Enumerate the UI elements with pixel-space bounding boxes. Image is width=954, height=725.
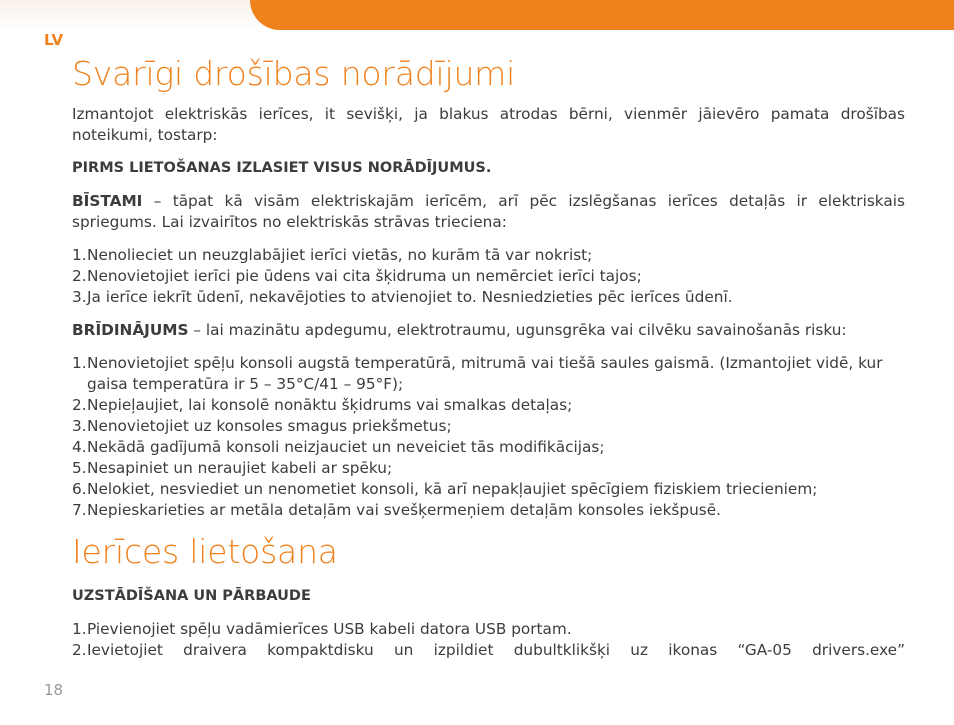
language-label: LV [44,31,64,49]
page-content [72,52,905,661]
intro-paragraph: Izmantojot elektriskās ierīces, it sevišķi, ja blakus atrodas bērni, vienmēr jāievēro pamata drošības noteikumi, tostarp: [72,105,905,144]
list-item-number: 2. [72,641,87,659]
header-orange-band [250,0,954,30]
list-item [72,640,905,661]
list-item [72,395,905,416]
list-item-number: 1. [72,246,87,264]
list-item [72,245,905,266]
warning-list [72,353,905,521]
list-item [72,500,905,521]
list-item [72,416,905,437]
list-item-number: 6. [72,480,87,498]
section-title-usage: Ierīces lietošana [72,532,338,571]
danger-text: – tāpat kā visām elektriskajām ierīcēm, arī pēc izslēgšanas ierīces detaļās ir elektriskais spriegums. Lai izvairītos no elektriskās strāvas trieciena: [72,192,905,231]
page-number: 18 [44,681,64,699]
setup-list [72,619,905,661]
list-item-number: 2. [72,267,87,285]
list-item-text: Nepieļaujiet, lai konsolē nonāktu šķidrums vai smalkas detaļas; [87,396,573,414]
list-item-text: Nekādā gadījumā konsoli neizjauciet un neveiciet tās modifikācijas; [87,438,605,456]
list-item-number: 2. [72,396,87,414]
list-item-number: 5. [72,459,87,477]
list-item [72,479,905,500]
list-item [72,619,905,640]
read-all-notice: PIRMS LIETOŠANAS IZLASIET VISUS NORĀDĪJUMUS. [72,160,492,176]
list-item [72,266,905,287]
warning-text: – lai mazinātu apdegumu, elektrotraumu, ugunsgrēka vai cilvēku savainošanās risku: [188,321,847,339]
list-item-number: 4. [72,438,87,456]
list-item-number: 1. [72,354,87,372]
list-item-text: Nenolieciet un neuzglabājiet ierīci vietās, no kurām tā var nokrist; [87,246,593,264]
list-item-text: Ievietojiet draivera kompaktdisku un izpildiet dubultklikšķi uz ikonas “GA-05 drivers.exe” [87,641,905,659]
list-item-text: Ja ierīce iekrīt ūdenī, nekavējoties to atvienojiet to. Nesniedzieties pēc ierīces ūdenī. [87,288,733,306]
danger-list [72,245,905,308]
list-item-text: Nepieskarieties ar metāla detaļām vai svešķermeņiem detaļām konsoles iekšpusē. [87,501,722,519]
list-item-text: Nenovietojiet spēļu konsoli augstā temperatūrā, mitrumā vai tiešā saules gaismā. (Izmantojiet vidē, kur gaisa temperatūra ir 5 – 35°C/41 – 95°F); [87,354,883,393]
list-item-number: 3. [72,417,87,435]
list-item-text: Nenovietojiet ierīci pie ūdens vai cita šķidruma un nemērciet ierīci tajos; [87,267,642,285]
list-item-text: Nenovietojiet uz konsoles smagus priekšmetus; [87,417,452,435]
list-item-number: 3. [72,288,87,306]
warning-label: BRĪDINĀJUMS [72,321,189,339]
list-item-number: 7. [72,501,87,519]
list-item [72,353,905,395]
list-item [72,437,905,458]
section-title-safety: Svarīgi drošības norādījumi [72,54,516,93]
danger-paragraph [72,191,905,233]
danger-label: BĪSTAMI [72,192,143,210]
setup-subheading: UZSTĀDĪŠANA UN PĀRBAUDE [72,588,311,604]
list-item-text: Pievienojiet spēļu vadāmierīces USB kabeli datora USB portam. [87,620,572,638]
list-item-text: Nesapiniet un neraujiet kabeli ar spēku; [87,459,393,477]
list-item-text: Nelokiet, nesviediet un nenometiet konsoli, kā arī nepakļaujiet spēcīgiem fiziskiem triecieniem; [87,480,818,498]
warning-paragraph [72,320,905,341]
list-item [72,287,905,308]
list-item-number: 1. [72,620,87,638]
list-item [72,458,905,479]
